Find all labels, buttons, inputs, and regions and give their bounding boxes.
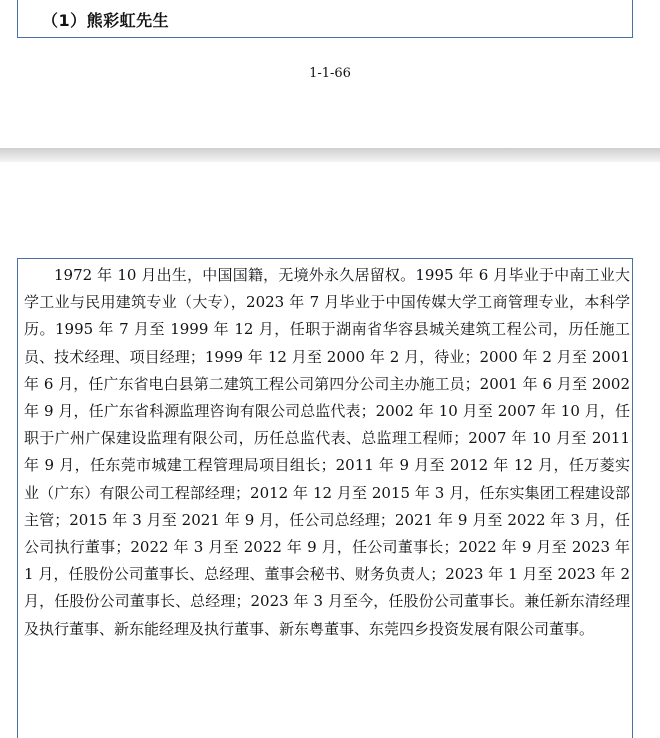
document-page-top: [0, 0, 660, 148]
biography-paragraph: 1972 年 10 月出生，中国国籍，无境外永久居留权。1995 年 6 月毕业于中南工业大学工业与民用建筑专业（大专），2023 年 7 月毕业于中国传媒大学工商管理专业，本科学历。1995 年 7 月至 1999 年 12 月，任职于湖南省华容县城关建筑工程公司，历任施工员、技术经理、项目经理；1999 年 12 月至 2000 年 2 月，待业；2000 年 2 月至 2001 年 6 月，任广东省电白县第二建筑工程公司第四分公司主办施工员；2001 年 6 月至 2002 年 9 月，任广东省科源监理咨询有限公司总监代表；2002 年 10 月至 2007 年 10 月，任职于广州广保建设监理有限公司，历任总监代表、总监理工程师；2007 年 10 月至 2011 年 9 月，任东莞市城建工程管理局项目组长；2011 年 9 月至 2012 年 12 月，任万菱实业（广东）有限公司工程部经理；2012 年 12 月至 2015 年 3 月，任东实集团工程建设部主管；2015 年 3 月至 2021 年 9 月，任公司总经理；2021 年 9 月至 2022 年 3 月，任公司执行董事；2022 年 3 月至 2022 年 9 月，任公司董事长；2022 年 9 月至 2023 年 1 月，任股份公司董事长、总经理、董事会秘书、财务负责人；2023 年 1 月至 2023 年 2 月，任股份公司董事长、总经理；2023 年 3 月至今，任股份公司董事长。兼任新东清经理及执行董事、新东能经理及执行董事、新东粤董事、东莞四乡投资发展有限公司董事。: [24, 266, 630, 638]
page-number: 1-1-66: [309, 66, 351, 81]
section-heading: （1）熊彩虹先生: [42, 11, 170, 30]
page-separator: [0, 148, 660, 162]
